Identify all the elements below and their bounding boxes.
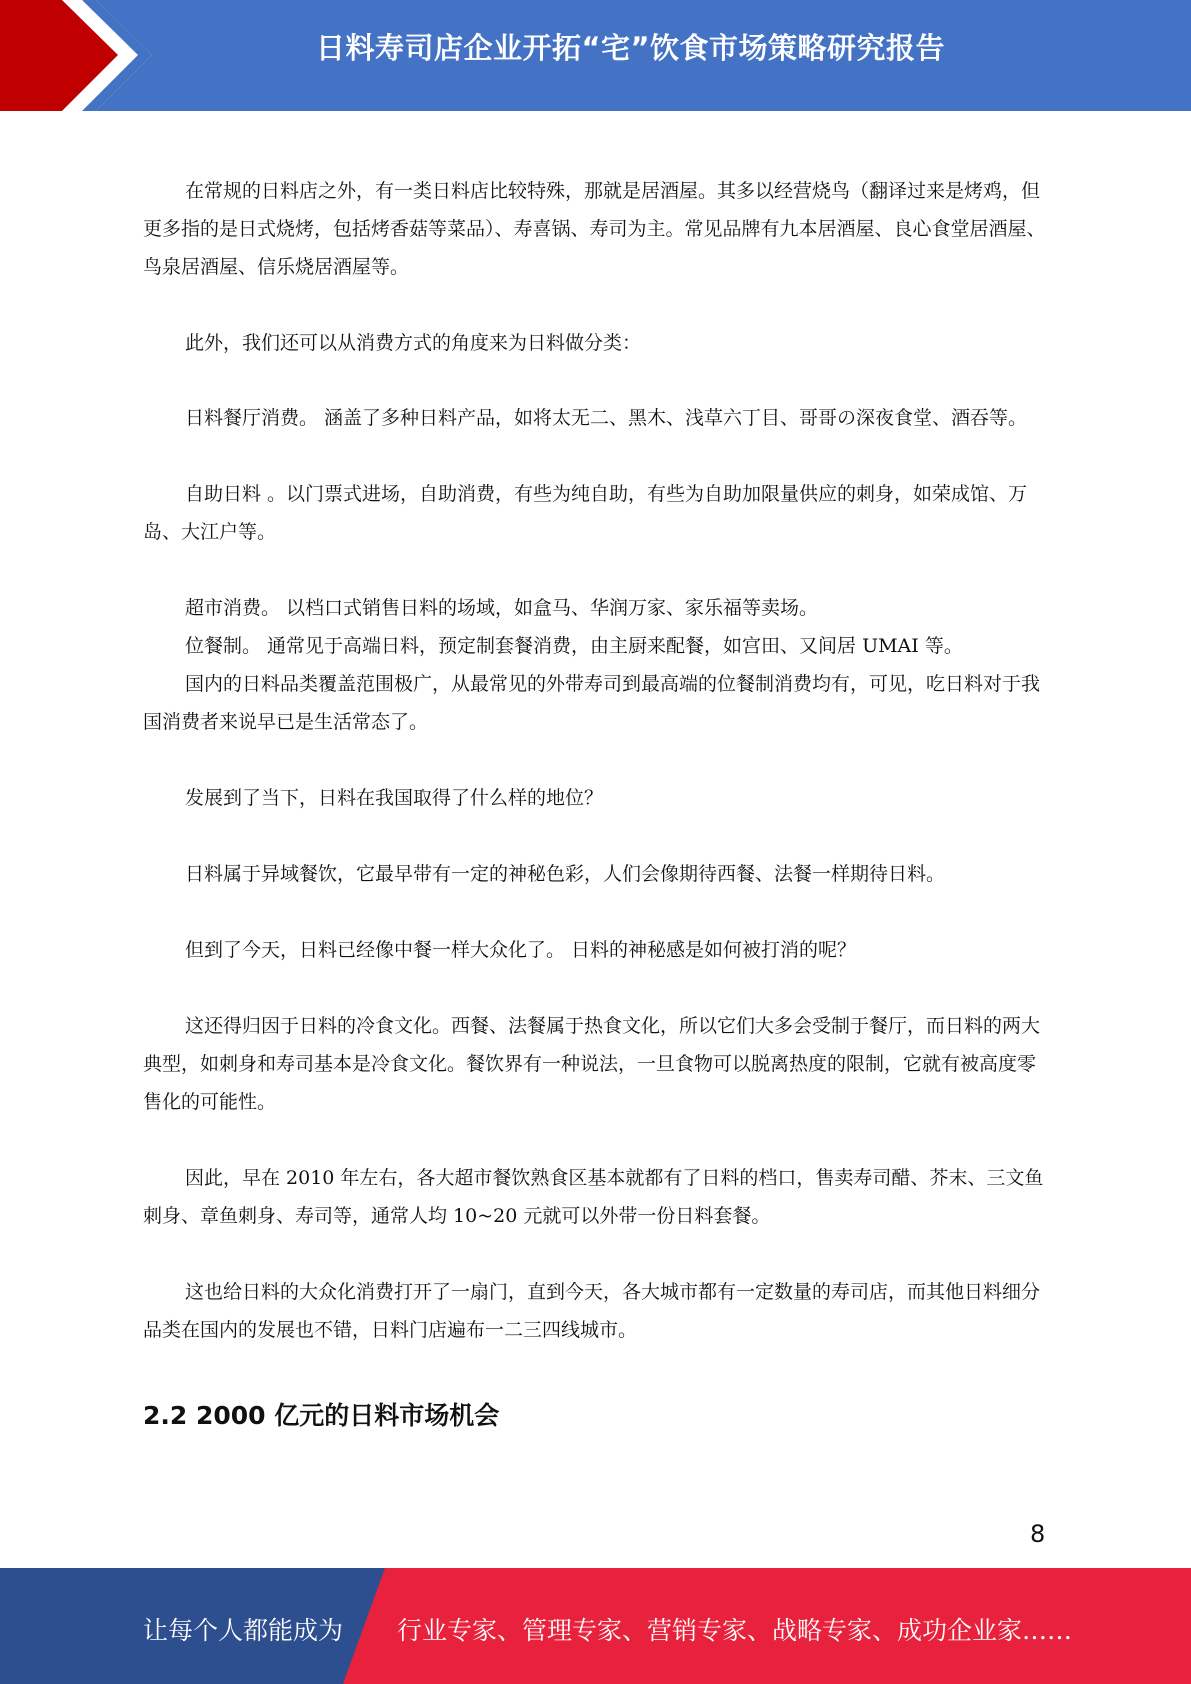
footer-slogan-left: 让每个人都能成为 xyxy=(143,1616,344,1645)
paragraph: 因此，早在 2010 年左右，各大超市餐饮熟食区基本就都有了日料的档口，售卖寿司醋、芥末、三文鱼刺身、章鱼刺身、寿司等，通常人均 10~20 元就可以外带一份日料套餐。 xyxy=(143,1167,1044,1227)
page-header xyxy=(0,0,1191,111)
paragraph: 国内的日料品类覆盖范围极广，从最常见的外带寿司到最高端的位餐制消费均有，可见，吃日料对于我国消费者来说早已是生活常态了。 xyxy=(143,673,1041,733)
document-title: 日料寿司店企业开拓“宅”饮食市场策略研究报告 xyxy=(315,31,946,65)
section-heading: 2.2 2000 亿元的日料市场机会 xyxy=(143,1401,500,1430)
paragraph: 但到了今天，日料已经像中餐一样大众化了。 日料的神秘感是如何被打消的呢？ xyxy=(185,939,857,961)
paragraph: 此外，我们还可以从消费方式的角度来为日料做分类： xyxy=(185,332,642,354)
paragraph: 在常规的日料店之外，有一类日料店比较特殊，那就是居酒屋。其多以经营烧鸟（翻译过来是烤鸡，但更多指的是日式烧烤，包括烤香菇等菜品）、寿喜锅、寿司为主。常见品牌有九本居酒屋、良心食堂居酒屋、鸟泉居酒屋、信乐烧居酒屋等。 xyxy=(143,180,1046,278)
page-number: 8 xyxy=(1030,1520,1046,1548)
paragraph: 日料餐厅消费。 涵盖了多种日料产品，如将太无二、黑木、浅草六丁目、哥哥の深夜食堂、酒吞等。 xyxy=(185,407,1028,429)
paragraph: 这也给日料的大众化消费打开了一扇门，直到今天，各大城市都有一定数量的寿司店，而其他日料细分品类在国内的发展也不错，日料门店遍布一二三四线城市。 xyxy=(143,1281,1041,1341)
paragraph: 自助日料 。以门票式进场，自助消费，有些为纯自助，有些为自助加限量供应的刺身，如荣成馆、万岛、大江户等。 xyxy=(143,483,1028,543)
paragraph: 位餐制。 通常见于高端日料，预定制套餐消费，由主厨来配餐，如宫田、又间居 UMAI 等。 xyxy=(185,635,963,657)
paragraph: 超市消费。 以档口式销售日料的场域，如盒马、华润万家、家乐福等卖场。 xyxy=(185,597,819,619)
paragraph: 这还得归因于日料的冷食文化。西餐、法餐属于热食文化，所以它们大多会受制于餐厅，而日料的两大典型，如刺身和寿司基本是冷食文化。餐饮界有一种说法，一旦食物可以脱离热度的限制，它就有被高度零售化的可能性。 xyxy=(143,1015,1041,1113)
paragraph: 发展到了当下，日料在我国取得了什么样的地位？ xyxy=(185,787,604,809)
paragraph: 日料属于异域餐饮，它最早带有一定的神秘色彩，人们会像期待西餐、法餐一样期待日料。 xyxy=(185,863,946,885)
page-footer xyxy=(0,1568,1191,1684)
footer-slogan-right: 行业专家、管理专家、营销专家、战略专家、成功企业家…… xyxy=(397,1616,1073,1645)
